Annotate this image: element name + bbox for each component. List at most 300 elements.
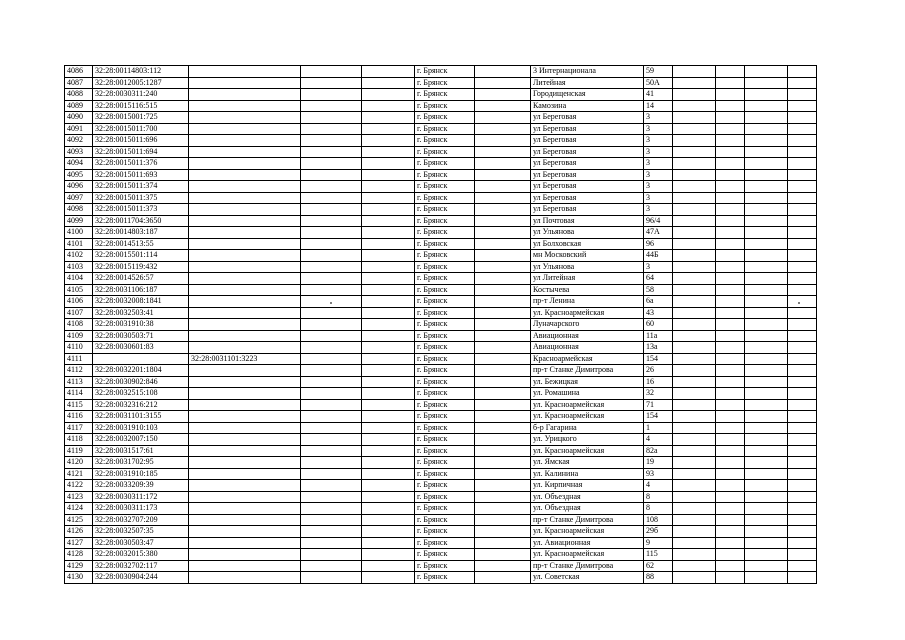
city-cell: г. Брянск bbox=[415, 411, 475, 423]
street-cell: Красноармейская bbox=[531, 353, 644, 365]
empty-cell bbox=[716, 112, 745, 124]
empty-cell bbox=[673, 376, 716, 388]
blank-col-a-cell bbox=[301, 537, 362, 549]
blank-col-b-cell bbox=[362, 89, 415, 101]
table-row bbox=[65, 204, 817, 216]
blank-col-b-cell bbox=[362, 526, 415, 538]
cadastral-number-cell: 32:28:0015011:373 bbox=[93, 204, 189, 216]
row-number-cell: 4107 bbox=[65, 307, 93, 319]
empty-cell bbox=[673, 146, 716, 158]
empty-cell bbox=[745, 572, 788, 584]
empty-cell bbox=[745, 181, 788, 193]
empty-cell bbox=[745, 388, 788, 400]
street-cell: пр-т Станке Димитрова bbox=[531, 514, 644, 526]
empty-cell bbox=[716, 480, 745, 492]
row-number-cell: 4097 bbox=[65, 192, 93, 204]
blank-col-c-cell bbox=[475, 537, 531, 549]
blank-col-b-cell bbox=[362, 376, 415, 388]
row-number-cell: 4124 bbox=[65, 503, 93, 515]
empty-cell bbox=[716, 296, 745, 308]
street-cell: ул. Красноармейская bbox=[531, 526, 644, 538]
empty-cell bbox=[745, 480, 788, 492]
row-number-cell: 4106 bbox=[65, 296, 93, 308]
street-cell: ул. Красноармейская bbox=[531, 307, 644, 319]
empty-cell bbox=[745, 296, 788, 308]
house-number-cell: 108 bbox=[644, 514, 673, 526]
house-number-cell: 3 bbox=[644, 135, 673, 147]
empty-cell bbox=[673, 491, 716, 503]
blank-col-a-cell bbox=[301, 503, 362, 515]
empty-cell bbox=[716, 445, 745, 457]
blank-col-c-cell bbox=[475, 514, 531, 526]
empty-cell bbox=[788, 330, 817, 342]
city-cell: г. Брянск bbox=[415, 123, 475, 135]
empty-cell bbox=[673, 526, 716, 538]
alt-cadastral-number-cell bbox=[189, 112, 301, 124]
row-number-cell: 4117 bbox=[65, 422, 93, 434]
blank-col-b-cell bbox=[362, 411, 415, 423]
alt-cadastral-number-cell bbox=[189, 422, 301, 434]
blank-col-b-cell bbox=[362, 319, 415, 331]
cadastral-number-cell: 32:28:0033209:39 bbox=[93, 480, 189, 492]
row-number-cell: 4109 bbox=[65, 330, 93, 342]
house-number-cell: 71 bbox=[644, 399, 673, 411]
city-cell: г. Брянск bbox=[415, 537, 475, 549]
empty-cell bbox=[788, 307, 817, 319]
blank-col-c-cell bbox=[475, 503, 531, 515]
table-row bbox=[65, 365, 817, 377]
empty-cell bbox=[716, 146, 745, 158]
street-cell: ул. Ямская bbox=[531, 457, 644, 469]
house-number-cell: 43 bbox=[644, 307, 673, 319]
empty-cell bbox=[673, 284, 716, 296]
blank-col-a-cell bbox=[301, 215, 362, 227]
blank-col-c-cell bbox=[475, 181, 531, 193]
row-number-cell: 4095 bbox=[65, 169, 93, 181]
street-cell: ул Береговая bbox=[531, 158, 644, 170]
blank-col-c-cell bbox=[475, 342, 531, 354]
row-number-cell: 4105 bbox=[65, 284, 93, 296]
blank-col-c-cell bbox=[475, 204, 531, 216]
street-cell: пр-т Ленина bbox=[531, 296, 644, 308]
blank-col-a-cell bbox=[301, 158, 362, 170]
empty-cell bbox=[745, 77, 788, 89]
empty-cell bbox=[745, 250, 788, 262]
empty-cell bbox=[716, 457, 745, 469]
empty-cell bbox=[788, 250, 817, 262]
empty-cell bbox=[673, 514, 716, 526]
empty-cell bbox=[716, 284, 745, 296]
blank-col-b-cell bbox=[362, 146, 415, 158]
empty-cell bbox=[745, 273, 788, 285]
empty-cell bbox=[745, 261, 788, 273]
blank-col-a-cell bbox=[301, 468, 362, 480]
table-row bbox=[65, 135, 817, 147]
cadastral-number-cell: 32:28:0032007:150 bbox=[93, 434, 189, 446]
alt-cadastral-number-cell bbox=[189, 549, 301, 561]
empty-cell bbox=[673, 388, 716, 400]
blank-col-b-cell bbox=[362, 227, 415, 239]
empty-cell bbox=[745, 319, 788, 331]
empty-cell bbox=[745, 445, 788, 457]
empty-cell bbox=[745, 169, 788, 181]
blank-col-c-cell bbox=[475, 123, 531, 135]
empty-cell bbox=[673, 503, 716, 515]
blank-col-b-cell bbox=[362, 537, 415, 549]
blank-col-b-cell bbox=[362, 549, 415, 561]
table-row bbox=[65, 169, 817, 181]
empty-cell bbox=[788, 342, 817, 354]
blank-col-c-cell bbox=[475, 434, 531, 446]
cadastral-number-cell: 32:28:0032015:380 bbox=[93, 549, 189, 561]
street-cell: ул. Красноармейская bbox=[531, 445, 644, 457]
cadastral-number-cell: 32:28:0032008:1841 bbox=[93, 296, 189, 308]
blank-col-c-cell bbox=[475, 480, 531, 492]
alt-cadastral-number-cell bbox=[189, 261, 301, 273]
cadastral-number-cell: 32:28:0031106:187 bbox=[93, 284, 189, 296]
data-table bbox=[64, 65, 817, 584]
blank-col-a-cell bbox=[301, 388, 362, 400]
cadastral-number-cell: 32:28:0030311:172 bbox=[93, 491, 189, 503]
table-row bbox=[65, 273, 817, 285]
empty-cell bbox=[716, 158, 745, 170]
empty-cell bbox=[788, 537, 817, 549]
street-cell: Литейная bbox=[531, 77, 644, 89]
row-number-cell: 4101 bbox=[65, 238, 93, 250]
cadastral-number-cell: 32:28:0030601:83 bbox=[93, 342, 189, 354]
city-cell: г. Брянск bbox=[415, 422, 475, 434]
alt-cadastral-number-cell bbox=[189, 215, 301, 227]
blank-col-c-cell bbox=[475, 66, 531, 78]
table-row bbox=[65, 77, 817, 89]
empty-cell bbox=[745, 215, 788, 227]
house-number-cell: 3 bbox=[644, 158, 673, 170]
cadastral-number-cell: 32:28:0015011:375 bbox=[93, 192, 189, 204]
empty-cell bbox=[788, 514, 817, 526]
blank-col-a-cell bbox=[301, 77, 362, 89]
blank-col-c-cell bbox=[475, 445, 531, 457]
table-row bbox=[65, 100, 817, 112]
blank-col-a-cell bbox=[301, 192, 362, 204]
house-number-cell: 41 bbox=[644, 89, 673, 101]
empty-cell bbox=[673, 537, 716, 549]
street-cell: ул Болховская bbox=[531, 238, 644, 250]
empty-cell bbox=[745, 537, 788, 549]
blank-col-b-cell bbox=[362, 445, 415, 457]
blank-col-a-cell bbox=[301, 135, 362, 147]
cadastral-number-cell: 32:28:0030503:71 bbox=[93, 330, 189, 342]
empty-cell bbox=[745, 342, 788, 354]
empty-cell bbox=[673, 181, 716, 193]
empty-cell bbox=[788, 445, 817, 457]
empty-cell bbox=[745, 549, 788, 561]
empty-cell bbox=[673, 100, 716, 112]
cadastral-number-cell: 32:28:0014526:57 bbox=[93, 273, 189, 285]
table-row bbox=[65, 112, 817, 124]
empty-cell bbox=[673, 560, 716, 572]
empty-cell bbox=[788, 77, 817, 89]
alt-cadastral-number-cell bbox=[189, 319, 301, 331]
empty-cell bbox=[673, 89, 716, 101]
alt-cadastral-number-cell bbox=[189, 77, 301, 89]
alt-cadastral-number-cell: 32:28:0031101:3223 bbox=[189, 353, 301, 365]
street-cell: ул. Ромашина bbox=[531, 388, 644, 400]
empty-cell bbox=[716, 204, 745, 216]
empty-cell bbox=[788, 572, 817, 584]
blank-col-b-cell bbox=[362, 261, 415, 273]
blank-col-b-cell bbox=[362, 77, 415, 89]
empty-cell bbox=[745, 89, 788, 101]
empty-cell bbox=[745, 353, 788, 365]
alt-cadastral-number-cell bbox=[189, 376, 301, 388]
empty-cell bbox=[673, 215, 716, 227]
empty-cell bbox=[716, 192, 745, 204]
blank-col-c-cell bbox=[475, 158, 531, 170]
alt-cadastral-number-cell bbox=[189, 123, 301, 135]
house-number-cell: 58 bbox=[644, 284, 673, 296]
cadastral-number-cell bbox=[93, 353, 189, 365]
table-row bbox=[65, 388, 817, 400]
row-number-cell: 4108 bbox=[65, 319, 93, 331]
row-number-cell: 4104 bbox=[65, 273, 93, 285]
alt-cadastral-number-cell bbox=[189, 146, 301, 158]
street-cell: ул. Авиационная bbox=[531, 537, 644, 549]
empty-cell bbox=[788, 353, 817, 365]
house-number-cell: 26 bbox=[644, 365, 673, 377]
street-cell: Авиационная bbox=[531, 342, 644, 354]
blank-col-b-cell bbox=[362, 399, 415, 411]
alt-cadastral-number-cell bbox=[189, 468, 301, 480]
city-cell: г. Брянск bbox=[415, 112, 475, 124]
empty-cell bbox=[673, 77, 716, 89]
empty-cell bbox=[716, 181, 745, 193]
blank-col-b-cell bbox=[362, 388, 415, 400]
blank-col-a-cell bbox=[301, 319, 362, 331]
street-cell: Луначарского bbox=[531, 319, 644, 331]
blank-col-c-cell bbox=[475, 227, 531, 239]
house-number-cell: 3 bbox=[644, 192, 673, 204]
house-number-cell: 32 bbox=[644, 388, 673, 400]
house-number-cell: 16 bbox=[644, 376, 673, 388]
empty-cell bbox=[745, 135, 788, 147]
table-row bbox=[65, 261, 817, 273]
city-cell: г. Брянск bbox=[415, 66, 475, 78]
cadastral-number-cell: 32:28:0030902:846 bbox=[93, 376, 189, 388]
empty-cell bbox=[716, 549, 745, 561]
row-number-cell: 4112 bbox=[65, 365, 93, 377]
blank-col-b-cell bbox=[362, 422, 415, 434]
street-cell: Костычева bbox=[531, 284, 644, 296]
table-row bbox=[65, 181, 817, 193]
blank-col-b-cell bbox=[362, 503, 415, 515]
empty-cell bbox=[716, 261, 745, 273]
empty-cell bbox=[673, 204, 716, 216]
empty-cell bbox=[716, 491, 745, 503]
alt-cadastral-number-cell bbox=[189, 238, 301, 250]
empty-cell bbox=[673, 250, 716, 262]
house-number-cell: 88 bbox=[644, 572, 673, 584]
cadastral-number-cell: 32:28:0014803:187 bbox=[93, 227, 189, 239]
blank-col-a-cell bbox=[301, 273, 362, 285]
alt-cadastral-number-cell bbox=[189, 457, 301, 469]
empty-cell bbox=[716, 434, 745, 446]
empty-cell bbox=[716, 77, 745, 89]
blank-col-c-cell bbox=[475, 526, 531, 538]
scan-speck bbox=[330, 302, 332, 304]
street-cell: ул. Урицкого bbox=[531, 434, 644, 446]
city-cell: г. Брянск bbox=[415, 457, 475, 469]
cadastral-number-cell: 32:28:0015501:114 bbox=[93, 250, 189, 262]
row-number-cell: 4114 bbox=[65, 388, 93, 400]
empty-cell bbox=[716, 376, 745, 388]
empty-cell bbox=[716, 342, 745, 354]
cadastral-number-cell: 32:28:0015011:700 bbox=[93, 123, 189, 135]
table-row bbox=[65, 560, 817, 572]
empty-cell bbox=[716, 514, 745, 526]
blank-col-c-cell bbox=[475, 261, 531, 273]
blank-col-a-cell bbox=[301, 491, 362, 503]
house-number-cell: 47А bbox=[644, 227, 673, 239]
alt-cadastral-number-cell bbox=[189, 204, 301, 216]
street-cell: Камозина bbox=[531, 100, 644, 112]
city-cell: г. Брянск bbox=[415, 514, 475, 526]
alt-cadastral-number-cell bbox=[189, 537, 301, 549]
empty-cell bbox=[673, 307, 716, 319]
alt-cadastral-number-cell bbox=[189, 307, 301, 319]
blank-col-a-cell bbox=[301, 480, 362, 492]
empty-cell bbox=[745, 307, 788, 319]
empty-cell bbox=[788, 457, 817, 469]
street-cell: ул Береговая bbox=[531, 204, 644, 216]
empty-cell bbox=[716, 66, 745, 78]
empty-cell bbox=[788, 284, 817, 296]
street-cell: ул. Калинина bbox=[531, 468, 644, 480]
alt-cadastral-number-cell bbox=[189, 158, 301, 170]
empty-cell bbox=[673, 572, 716, 584]
blank-col-a-cell bbox=[301, 422, 362, 434]
house-number-cell: 3 bbox=[644, 146, 673, 158]
cadastral-number-cell: 32:28:0030311:240 bbox=[93, 89, 189, 101]
table-row bbox=[65, 434, 817, 446]
house-number-cell: 14 bbox=[644, 100, 673, 112]
empty-cell bbox=[788, 376, 817, 388]
cadastral-number-cell: 32:28:0031910:185 bbox=[93, 468, 189, 480]
table-row bbox=[65, 480, 817, 492]
alt-cadastral-number-cell bbox=[189, 399, 301, 411]
empty-cell bbox=[716, 227, 745, 239]
blank-col-c-cell bbox=[475, 560, 531, 572]
blank-col-c-cell bbox=[475, 284, 531, 296]
empty-cell bbox=[745, 514, 788, 526]
row-number-cell: 4088 bbox=[65, 89, 93, 101]
empty-cell bbox=[745, 123, 788, 135]
empty-cell bbox=[716, 399, 745, 411]
city-cell: г. Брянск bbox=[415, 273, 475, 285]
house-number-cell: 154 bbox=[644, 353, 673, 365]
empty-cell bbox=[745, 503, 788, 515]
row-number-cell: 4130 bbox=[65, 572, 93, 584]
table-row bbox=[65, 491, 817, 503]
cadastral-number-cell: 32:28:0015011:374 bbox=[93, 181, 189, 193]
city-cell: г. Брянск bbox=[415, 250, 475, 262]
blank-col-b-cell bbox=[362, 514, 415, 526]
blank-col-a-cell bbox=[301, 445, 362, 457]
row-number-cell: 4113 bbox=[65, 376, 93, 388]
blank-col-c-cell bbox=[475, 468, 531, 480]
cadastral-number-cell: 32:28:0032507:35 bbox=[93, 526, 189, 538]
empty-cell bbox=[745, 365, 788, 377]
street-cell: пр-т Станке Димитрова bbox=[531, 365, 644, 377]
cadastral-number-cell: 32:28:0015011:696 bbox=[93, 135, 189, 147]
cadastral-number-cell: 32:28:0015119:432 bbox=[93, 261, 189, 273]
empty-cell bbox=[788, 158, 817, 170]
empty-cell bbox=[745, 284, 788, 296]
blank-col-c-cell bbox=[475, 89, 531, 101]
table-row bbox=[65, 422, 817, 434]
city-cell: г. Брянск bbox=[415, 158, 475, 170]
empty-cell bbox=[716, 169, 745, 181]
house-number-cell: 64 bbox=[644, 273, 673, 285]
row-number-cell: 4086 bbox=[65, 66, 93, 78]
empty-cell bbox=[745, 227, 788, 239]
empty-cell bbox=[673, 296, 716, 308]
blank-col-c-cell bbox=[475, 146, 531, 158]
empty-cell bbox=[673, 399, 716, 411]
cadastral-number-cell: 32:28:0032201:1804 bbox=[93, 365, 189, 377]
house-number-cell: 50А bbox=[644, 77, 673, 89]
empty-cell bbox=[673, 468, 716, 480]
blank-col-c-cell bbox=[475, 215, 531, 227]
empty-cell bbox=[716, 572, 745, 584]
empty-cell bbox=[788, 434, 817, 446]
row-number-cell: 4102 bbox=[65, 250, 93, 262]
street-cell: ул Почтовая bbox=[531, 215, 644, 227]
alt-cadastral-number-cell bbox=[189, 365, 301, 377]
alt-cadastral-number-cell bbox=[189, 330, 301, 342]
empty-cell bbox=[716, 330, 745, 342]
empty-cell bbox=[788, 468, 817, 480]
blank-col-a-cell bbox=[301, 66, 362, 78]
empty-cell bbox=[673, 261, 716, 273]
empty-cell bbox=[716, 526, 745, 538]
empty-cell bbox=[673, 411, 716, 423]
blank-col-a-cell bbox=[301, 250, 362, 262]
table-row bbox=[65, 353, 817, 365]
empty-cell bbox=[788, 560, 817, 572]
alt-cadastral-number-cell bbox=[189, 342, 301, 354]
empty-cell bbox=[745, 526, 788, 538]
empty-cell bbox=[745, 399, 788, 411]
table-body bbox=[65, 66, 817, 584]
table-row bbox=[65, 514, 817, 526]
alt-cadastral-number-cell bbox=[189, 480, 301, 492]
blank-col-b-cell bbox=[362, 307, 415, 319]
empty-cell bbox=[673, 112, 716, 124]
city-cell: г. Брянск bbox=[415, 353, 475, 365]
blank-col-b-cell bbox=[362, 123, 415, 135]
city-cell: г. Брянск bbox=[415, 376, 475, 388]
house-number-cell: 11а bbox=[644, 330, 673, 342]
blank-col-c-cell bbox=[475, 353, 531, 365]
table-row bbox=[65, 399, 817, 411]
table-row bbox=[65, 330, 817, 342]
city-cell: г. Брянск bbox=[415, 468, 475, 480]
city-cell: г. Брянск bbox=[415, 146, 475, 158]
blank-col-b-cell bbox=[362, 135, 415, 147]
blank-col-c-cell bbox=[475, 135, 531, 147]
street-cell: ул Ульянова bbox=[531, 261, 644, 273]
blank-col-b-cell bbox=[362, 342, 415, 354]
